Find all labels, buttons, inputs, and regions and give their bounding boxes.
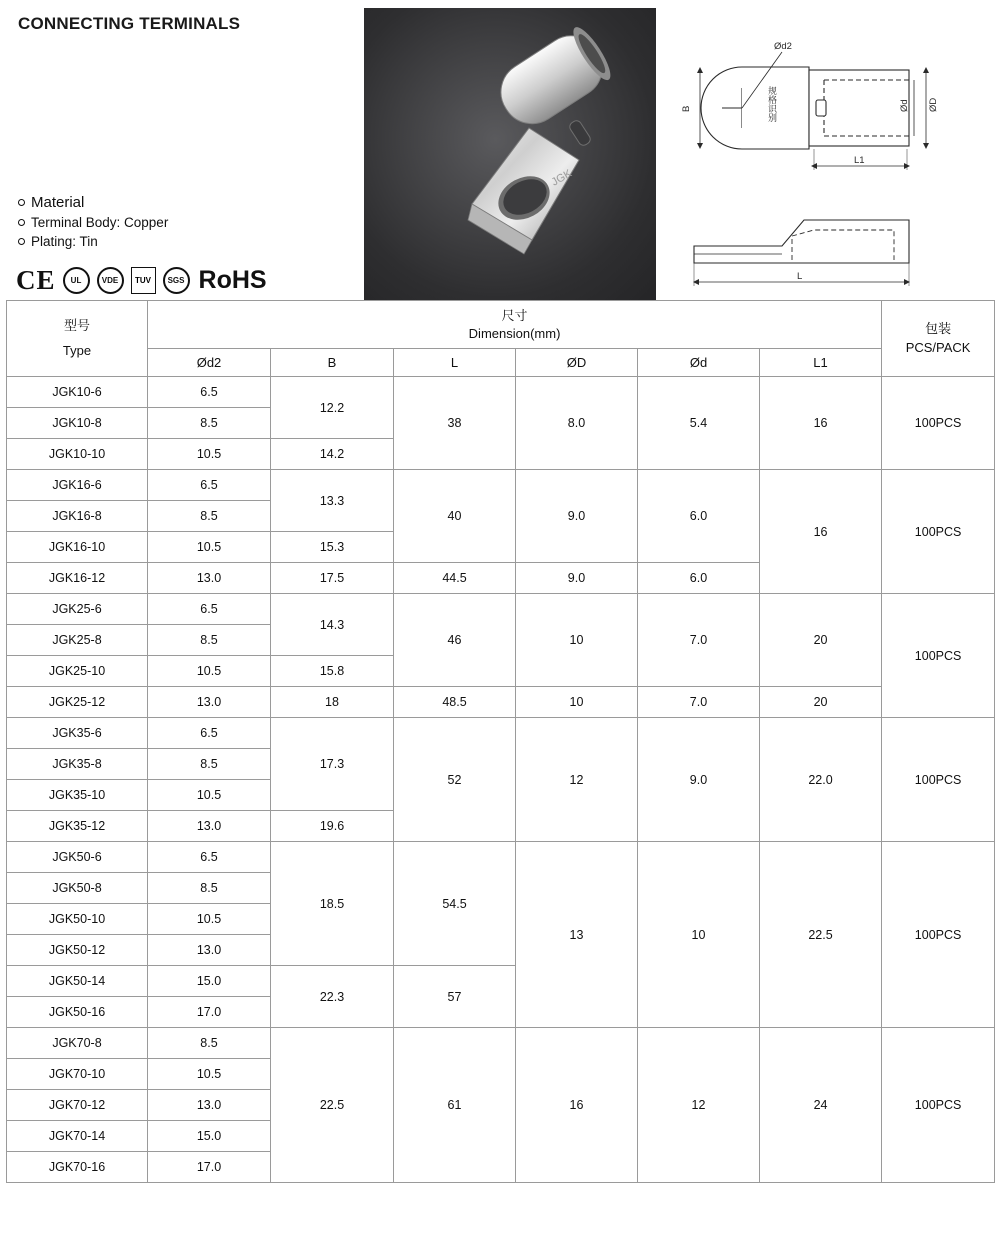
vde-mark-icon: VDE [97, 267, 124, 294]
cell-d: 6.0 [638, 563, 760, 594]
cell-type: JGK25-8 [7, 625, 148, 656]
header-col-L: L [394, 349, 516, 377]
cell-d: 7.0 [638, 687, 760, 718]
cell-d2: 10.5 [148, 439, 271, 470]
header-col-L1: L1 [760, 349, 882, 377]
cell-type: JGK70-12 [7, 1090, 148, 1121]
cell-l: 38 [394, 377, 516, 470]
material-line [18, 215, 168, 230]
cell-type: JGK25-10 [7, 656, 148, 687]
cell-type: JGK70-16 [7, 1152, 148, 1183]
material-block [18, 194, 168, 253]
cell-l: 48.5 [394, 687, 516, 718]
cell-d2: 10.5 [148, 780, 271, 811]
cell-type: JGK10-6 [7, 377, 148, 408]
cell-l: 46 [394, 594, 516, 687]
bullet-icon [18, 219, 25, 226]
cell-D: 12 [516, 718, 638, 842]
svg-text:Ød2: Ød2 [774, 41, 792, 52]
cell-l: 40 [394, 470, 516, 563]
cell-packing: 100PCS [882, 718, 995, 842]
material-plating-text: Plating: Tin [31, 234, 98, 249]
cell-d2: 8.5 [148, 408, 271, 439]
cell-b: 19.6 [271, 811, 394, 842]
cell-D: 10 [516, 687, 638, 718]
spec-table-wrap [0, 300, 1000, 1183]
cell-d2: 6.5 [148, 377, 271, 408]
cell-l1: 16 [760, 470, 882, 594]
cell-type: JGK70-10 [7, 1059, 148, 1090]
cell-d: 12 [638, 1028, 760, 1183]
header-col-d: Ød [638, 349, 760, 377]
cell-d2: 6.5 [148, 718, 271, 749]
cell-type: JGK35-6 [7, 718, 148, 749]
cell-d: 5.4 [638, 377, 760, 470]
cell-type: JGK25-6 [7, 594, 148, 625]
certification-row [16, 266, 267, 295]
ul-mark-icon: UL [63, 267, 90, 294]
table-row [7, 470, 995, 501]
cell-l: 52 [394, 718, 516, 842]
material-heading: Material [31, 194, 85, 211]
table-row [7, 687, 995, 718]
cell-d: 6.0 [638, 470, 760, 563]
cell-l: 61 [394, 1028, 516, 1183]
cell-b: 15.3 [271, 532, 394, 563]
cell-packing: 100PCS [882, 842, 995, 1028]
cell-type: JGK50-8 [7, 873, 148, 904]
rohs-mark-label: RoHS [198, 266, 267, 294]
material-heading-row [18, 194, 168, 211]
lug-photo-illustration [364, 8, 656, 300]
cell-b: 14.2 [271, 439, 394, 470]
cell-type: JGK16-6 [7, 470, 148, 501]
cell-type: JGK35-12 [7, 811, 148, 842]
cell-type: JGK16-8 [7, 501, 148, 532]
cell-d2: 13.0 [148, 1090, 271, 1121]
cell-d2: 10.5 [148, 1059, 271, 1090]
cell-type: JGK10-10 [7, 439, 148, 470]
svg-text:L1: L1 [854, 155, 865, 166]
cell-d2: 8.5 [148, 873, 271, 904]
specification-table [6, 300, 995, 1183]
product-photo [364, 8, 656, 300]
header-type: 型号 Type [7, 301, 148, 377]
cell-d2: 13.0 [148, 563, 271, 594]
material-body-text: Terminal Body: Copper [31, 215, 169, 230]
cell-d2: 8.5 [148, 1028, 271, 1059]
cell-l1: 22.5 [760, 842, 882, 1028]
cell-d: 7.0 [638, 594, 760, 687]
header-left [6, 8, 364, 300]
cell-type: JGK35-8 [7, 749, 148, 780]
cell-d2: 17.0 [148, 1152, 271, 1183]
cell-d2: 6.5 [148, 470, 271, 501]
cell-b: 18.5 [271, 842, 394, 966]
cell-l: 57 [394, 966, 516, 1028]
stamp-label: 规格识别 [767, 86, 777, 122]
cell-d2: 13.0 [148, 935, 271, 966]
cell-type: JGK10-8 [7, 408, 148, 439]
bullet-icon [18, 199, 25, 206]
cell-b: 14.3 [271, 594, 394, 656]
table-row [7, 1028, 995, 1059]
cell-type: JGK16-12 [7, 563, 148, 594]
cell-b: 17.5 [271, 563, 394, 594]
cell-type: JGK35-10 [7, 780, 148, 811]
cell-d: 9.0 [638, 718, 760, 842]
cell-type: JGK70-14 [7, 1121, 148, 1152]
cell-l1: 20 [760, 687, 882, 718]
cell-D: 8.0 [516, 377, 638, 470]
cell-D: 9.0 [516, 563, 638, 594]
cell-type: JGK70-8 [7, 1028, 148, 1059]
svg-text:B: B [681, 105, 692, 112]
cell-d2: 10.5 [148, 904, 271, 935]
svg-text:JGK: JGK [549, 167, 575, 189]
ce-mark-icon: CE [16, 265, 56, 295]
cell-d2: 17.0 [148, 997, 271, 1028]
cell-l1: 24 [760, 1028, 882, 1183]
table-row [7, 377, 995, 408]
svg-text:ØD: ØD [928, 97, 939, 112]
svg-text:L: L [797, 271, 803, 282]
cell-type: JGK16-10 [7, 532, 148, 563]
material-line [18, 234, 168, 249]
cell-d2: 13.0 [148, 687, 271, 718]
cell-type: JGK50-6 [7, 842, 148, 873]
cell-packing: 100PCS [882, 377, 995, 470]
cell-D: 16 [516, 1028, 638, 1183]
cell-packing: 100PCS [882, 470, 995, 594]
cell-d2: 6.5 [148, 842, 271, 873]
header-col-D: ØD [516, 349, 638, 377]
cell-l: 44.5 [394, 563, 516, 594]
cell-b: 12.2 [271, 377, 394, 439]
table-head [7, 301, 995, 377]
cell-type: JGK50-10 [7, 904, 148, 935]
cell-d2: 13.0 [148, 811, 271, 842]
cell-d2: 8.5 [148, 625, 271, 656]
cell-b: 22.3 [271, 966, 394, 1028]
cell-l: 54.5 [394, 842, 516, 966]
cell-type: JGK50-14 [7, 966, 148, 997]
sgs-mark-icon: SGS [163, 267, 190, 294]
cell-d2: 10.5 [148, 532, 271, 563]
cell-type: JGK25-12 [7, 687, 148, 718]
cell-d: 10 [638, 842, 760, 1028]
header-section [0, 0, 1000, 300]
table-body [7, 377, 995, 1183]
cell-d2: 10.5 [148, 656, 271, 687]
dimension-drawing-svg [664, 8, 994, 300]
header-col-B: B [271, 349, 394, 377]
bullet-icon [18, 238, 25, 245]
cell-l1: 22.0 [760, 718, 882, 842]
table-row [7, 594, 995, 625]
table-row [7, 842, 995, 873]
cell-b: 13.3 [271, 470, 394, 532]
cell-l1: 20 [760, 594, 882, 687]
cell-b: 17.3 [271, 718, 394, 811]
cell-d2: 8.5 [148, 749, 271, 780]
header-col-d2: Ød2 [148, 349, 271, 377]
cell-d2: 15.0 [148, 966, 271, 997]
cell-d2: 6.5 [148, 594, 271, 625]
cell-D: 13 [516, 842, 638, 1028]
cell-packing: 100PCS [882, 1028, 995, 1183]
svg-text:Ød: Ød [899, 99, 910, 112]
header-packing: 包装 PCS/PACK [882, 301, 995, 377]
tuv-mark-icon: TUV [131, 267, 156, 294]
table-row [7, 718, 995, 749]
cell-type: JGK50-12 [7, 935, 148, 966]
cell-b: 15.8 [271, 656, 394, 687]
cell-d2: 8.5 [148, 501, 271, 532]
technical-drawing [664, 8, 994, 300]
cell-b: 22.5 [271, 1028, 394, 1183]
cell-d2: 15.0 [148, 1121, 271, 1152]
cell-D: 10 [516, 594, 638, 687]
cell-packing: 100PCS [882, 594, 995, 718]
page-title: CONNECTING TERMINALS [18, 14, 241, 33]
header-dimension: 尺寸 Dimension(mm) [148, 301, 882, 349]
cell-D: 9.0 [516, 470, 638, 563]
cell-b: 18 [271, 687, 394, 718]
cell-l1: 16 [760, 377, 882, 470]
cell-type: JGK50-16 [7, 997, 148, 1028]
